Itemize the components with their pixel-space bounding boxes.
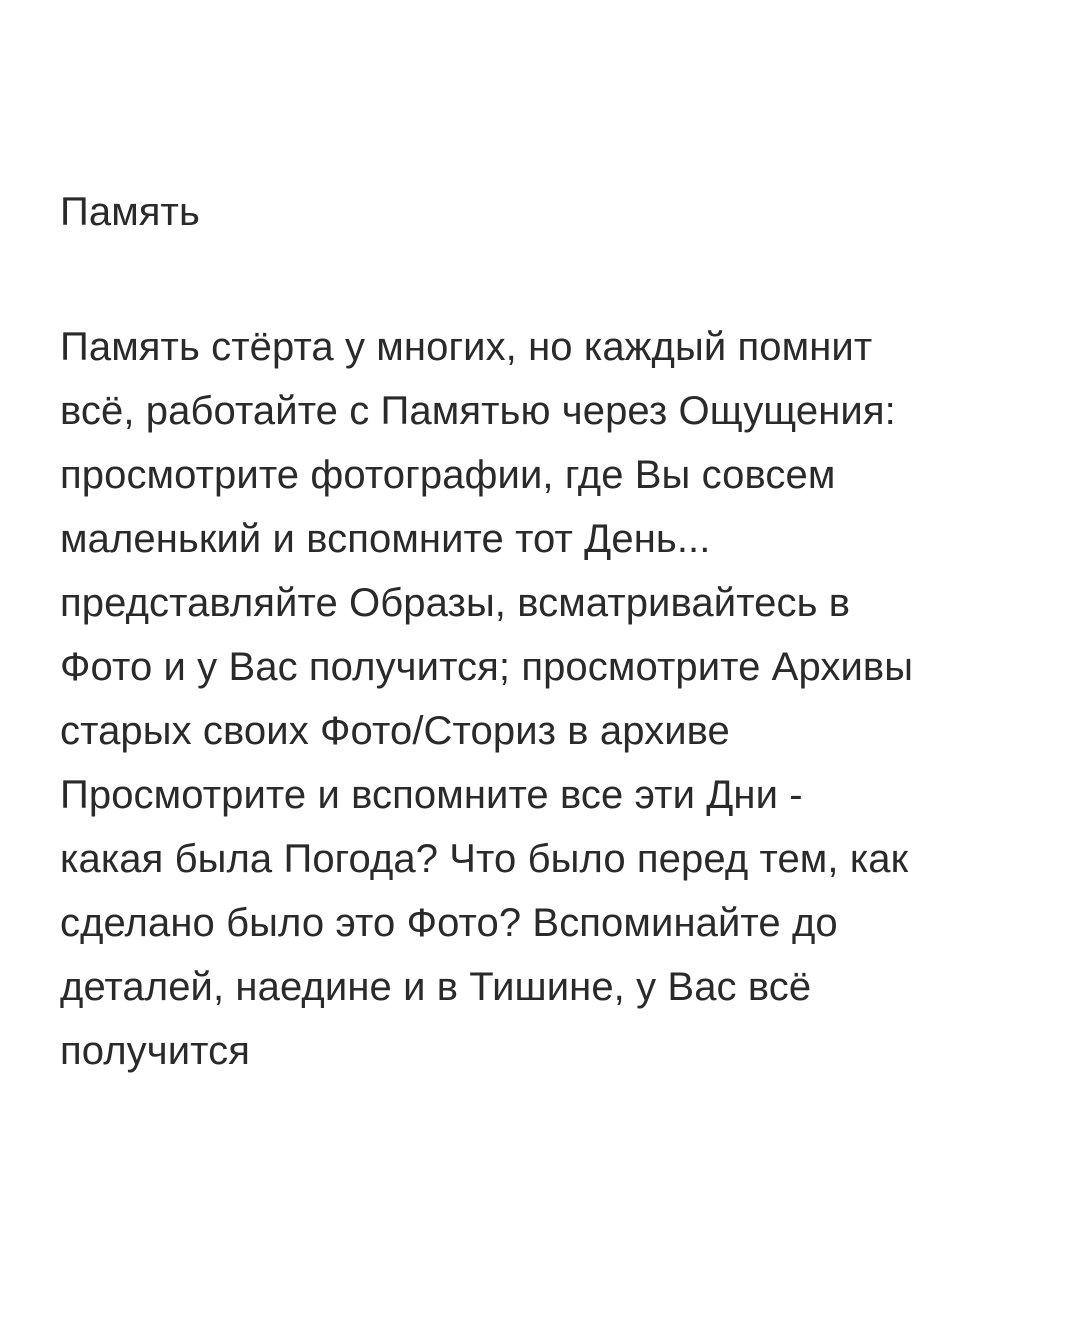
note-body-line: какая была Погода? Что было перед тем, как bbox=[60, 837, 909, 881]
note-body-line: маленький и вспомните тот День... bbox=[60, 517, 711, 561]
note-body-line: просмотрите фотографии, где Вы совсем bbox=[60, 453, 836, 497]
note-body-line: представляйте Образы, всматривайтесь в bbox=[60, 581, 851, 625]
note-title: Память bbox=[60, 190, 200, 234]
note-body-line: деталей, наедине и в Тишине, у Вас всё bbox=[60, 965, 812, 1009]
note-body-line: Память стёрта у многих, но каждый помнит bbox=[60, 325, 873, 369]
note-body-line: Фото и у Вас получится; просмотрите Архивы bbox=[60, 645, 914, 689]
note-body-line: старых своих Фото/Сториз в архиве bbox=[60, 709, 730, 753]
note-body-line: всё, работайте с Памятью через Ощущения: bbox=[60, 389, 896, 433]
note-body-line: получится bbox=[60, 1029, 250, 1073]
note-body-line: Просмотрите и вспомните все эти Дни - bbox=[60, 773, 803, 817]
note-body-line: сделано было это Фото? Вспоминайте до bbox=[60, 901, 838, 945]
